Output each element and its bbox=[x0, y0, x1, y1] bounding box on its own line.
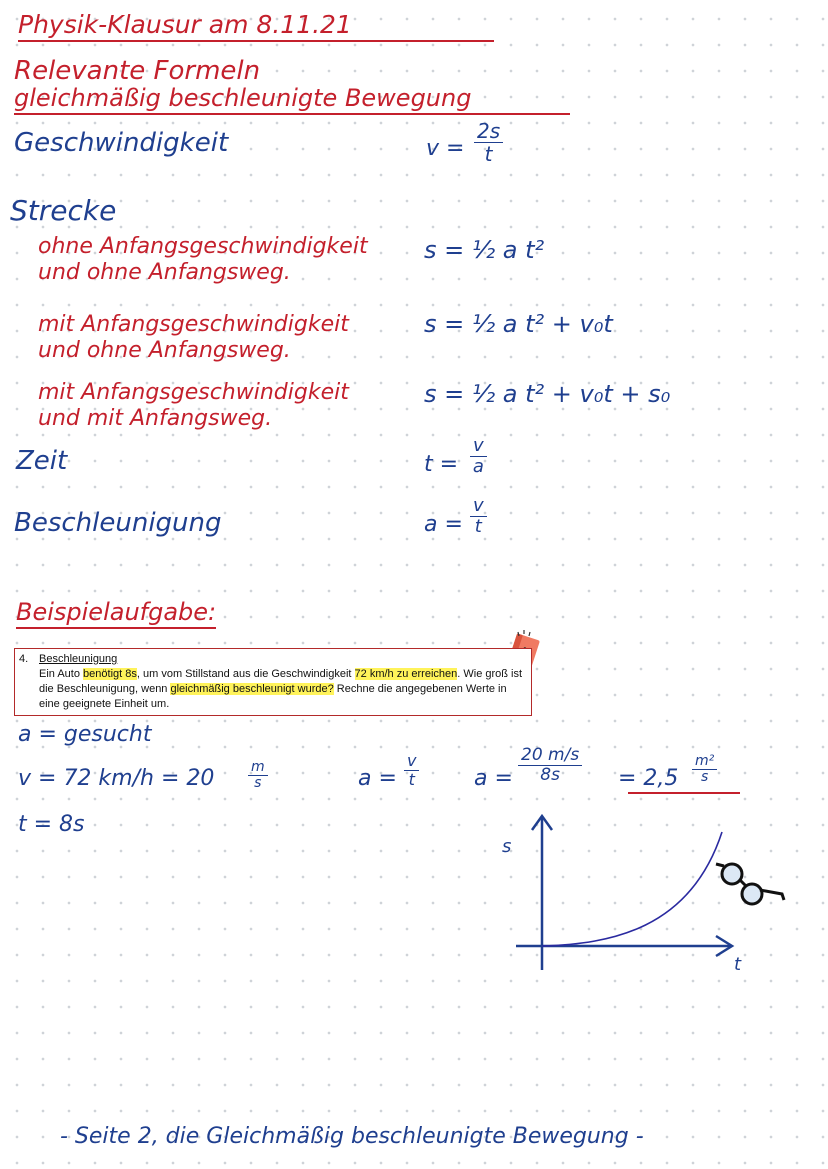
case-3-line-2: und mit Anfangsweg. bbox=[38, 406, 273, 431]
result-underline bbox=[628, 792, 740, 794]
velocity-fraction bbox=[474, 120, 503, 165]
time-num: v bbox=[470, 436, 487, 457]
time-label: Zeit bbox=[16, 446, 68, 476]
acceleration-fraction bbox=[470, 496, 487, 537]
case-3-line-1: mit Anfangsgeschwindigkeit bbox=[38, 380, 349, 405]
glasses-icon bbox=[712, 856, 788, 912]
x-axis-label: t bbox=[734, 954, 742, 975]
page-title: Physik-Klausur am 8.11.21 bbox=[18, 10, 494, 42]
y-axis-label: s bbox=[502, 836, 512, 857]
acceleration-num: v bbox=[470, 496, 487, 517]
distance-label: Strecke bbox=[10, 194, 117, 227]
case-1-line-2: und ohne Anfangsweg. bbox=[38, 260, 291, 285]
solution-formula-lhs: a = bbox=[358, 766, 397, 791]
task-box bbox=[14, 648, 532, 716]
given-v-unit: $\frac{m}{s}$ bbox=[248, 760, 268, 792]
velocity-lhs: v = bbox=[426, 136, 465, 161]
case-1-line-1: ohne Anfangsgeschwindigkeit bbox=[38, 234, 368, 259]
intro-line-1: Relevante Formeln bbox=[14, 56, 261, 86]
time-fraction bbox=[470, 436, 487, 477]
given-t: t = 8s bbox=[18, 812, 85, 837]
result-unit: $\frac{\text{m²}}{s}$ bbox=[692, 754, 717, 786]
acceleration-lhs: a = bbox=[424, 512, 463, 537]
parabola-curve bbox=[542, 832, 722, 946]
page-footer: - Seite 2, die Gleichmäßig beschleunigte Bewegung - bbox=[60, 1124, 644, 1149]
calc-lhs: a = bbox=[474, 766, 513, 791]
calc-fraction: $\frac{20 m/s}{8s}$ bbox=[518, 746, 582, 784]
case-2-line-2: und ohne Anfangsweg. bbox=[38, 338, 291, 363]
task-number: 4. bbox=[19, 653, 29, 665]
case-1-formula: s = ½ a t² bbox=[424, 236, 545, 264]
velocity-label: Geschwindigkeit bbox=[14, 128, 229, 158]
case-2-line-1: mit Anfangsgeschwindigkeit bbox=[38, 312, 349, 337]
given-a: a = gesucht bbox=[18, 722, 152, 747]
intro-line-2: gleichmäßig beschleunigte Bewegung bbox=[14, 84, 570, 115]
acceleration-den: t bbox=[474, 515, 482, 537]
result-value: = 2,5 bbox=[618, 766, 679, 791]
example-heading: Beispielaufgabe: bbox=[16, 598, 216, 629]
task-text: Ein Auto benötigt 8s, um vom Stillstand aus die Geschwindigkeit 72 km/h zu erreichen. Wie groß ist die Beschleunigung, wenn gleichmäßig beschleunigt wurde? Rechne die angegebenen Werte in eine geeignete Einheit um. bbox=[39, 668, 523, 710]
given-v: v = 72 km/h = 20 bbox=[18, 766, 215, 791]
task-title: Beschleunigung bbox=[39, 653, 118, 665]
acceleration-label: Beschleunigung bbox=[14, 508, 222, 538]
case-2-formula: s = ½ a t² + v₀t bbox=[424, 310, 613, 338]
velocity-den: t bbox=[484, 142, 493, 166]
case-3-formula: s = ½ a t² + v₀t + s₀ bbox=[424, 380, 671, 408]
solution-formula-fraction: $\frac{v}{t}$ bbox=[404, 752, 419, 788]
velocity-num: 2s bbox=[474, 120, 503, 143]
time-den: a bbox=[472, 455, 484, 477]
time-lhs: t = bbox=[424, 452, 459, 477]
